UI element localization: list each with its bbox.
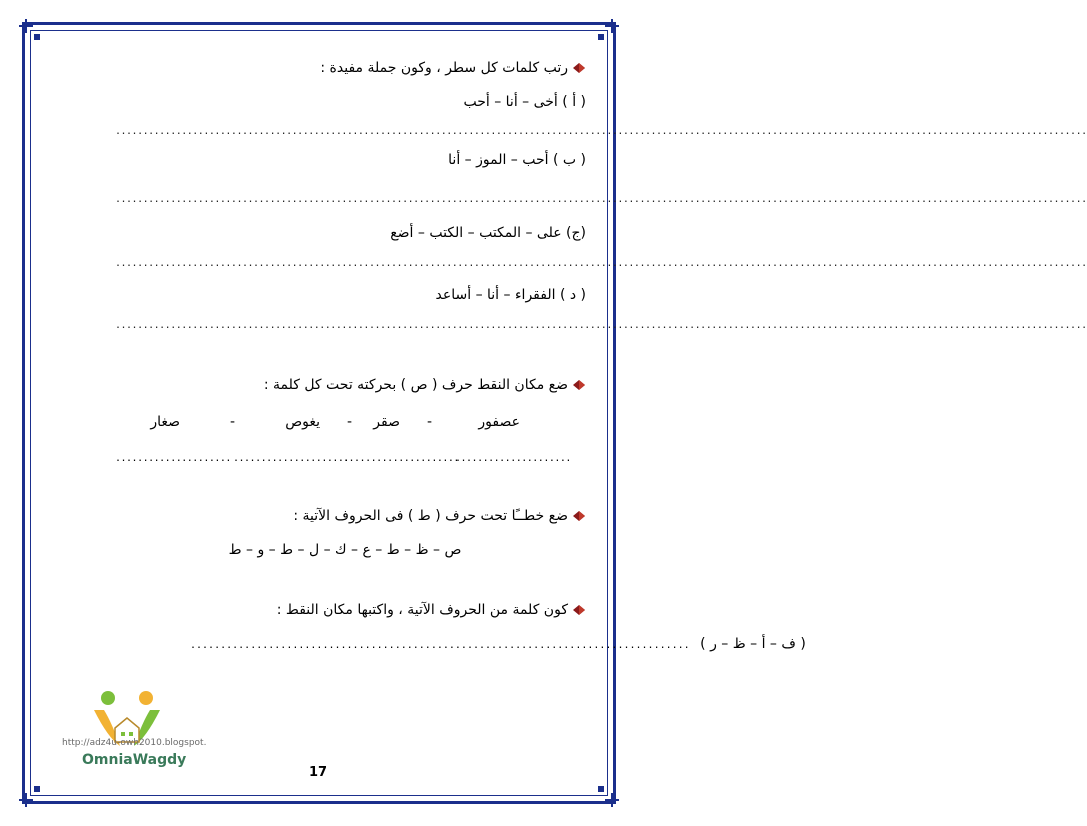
separator: -: [427, 414, 433, 430]
corner-ornament: [19, 793, 33, 807]
corner-ornament: [19, 19, 33, 33]
item-b: ( ب ) أحب – الموز – أنا: [448, 152, 586, 168]
blank-line: .....................: [233, 453, 349, 464]
word-row: [140, 414, 520, 434]
corner-dot: [34, 786, 40, 792]
answer-line: ................................................................................................................................................................................: [115, 258, 1087, 269]
separator: -: [347, 414, 353, 430]
corner-dot: [598, 786, 604, 792]
blank-line: .....................: [343, 453, 459, 464]
answer-line: ...................................................................................: [190, 640, 690, 651]
diamond-arrow-icon: [572, 379, 586, 391]
section4-heading: كون كلمة من الحروف الآتية ، واكتبها مكان النقط :: [276, 602, 568, 618]
separator: -: [230, 414, 236, 430]
word-item: صقر: [373, 414, 400, 430]
diamond-arrow-icon: [572, 510, 586, 522]
answer-line: ................................................................................................................................................................................: [115, 320, 1087, 331]
page-number: 17: [309, 765, 328, 780]
section4-row: [190, 636, 806, 652]
word-item: يغوص: [285, 414, 320, 430]
section3-heading-row: [293, 508, 586, 524]
diamond-arrow-icon: [572, 604, 586, 616]
section2-heading-row: [264, 377, 586, 393]
corner-ornament: [605, 793, 619, 807]
letters-group: ( ف – أ – ظ – ر ): [700, 636, 806, 652]
item-a: ( أ ) أخى – أنا – أحب: [463, 94, 586, 110]
answer-line: ................................................................................................................................................................................: [115, 126, 1087, 137]
item-c: (ج) على – المكتب – الكتب – أضع: [390, 225, 586, 241]
section4-heading-row: [277, 602, 586, 618]
blank-line: .....................: [455, 453, 571, 464]
letters-row: ص – ظ – ط – ع – ك – ل – ط – و – ط: [228, 542, 462, 558]
section1-heading-row: [320, 60, 586, 76]
logo-url: http://adz4u-owh2010.blogspot.: [62, 738, 207, 748]
section1-heading: رتب كلمات كل سطر ، وكون جملة مفيدة :: [320, 60, 568, 76]
diamond-arrow-icon: [572, 62, 586, 74]
corner-dot: [598, 34, 604, 40]
corner-dot: [34, 34, 40, 40]
logo-name: OmniaWagdy: [82, 752, 187, 768]
item-d: ( د ) الفقراء – أنا – أساعد: [435, 287, 586, 303]
corner-ornament: [605, 19, 619, 33]
answer-line: ................................................................................................................................................................................: [115, 194, 1087, 205]
section3-heading: ضع خطــًا تحت حرف ( ط ) فى الحروف الآتية :: [293, 508, 568, 524]
section2-heading: ضع مكان النقط حرف ( ص ) بحركته تحت كل كلمة :: [263, 377, 568, 393]
blank-line: .....................: [115, 453, 231, 464]
word-item: صغار: [150, 414, 180, 430]
word-item: عصفور: [478, 414, 520, 430]
